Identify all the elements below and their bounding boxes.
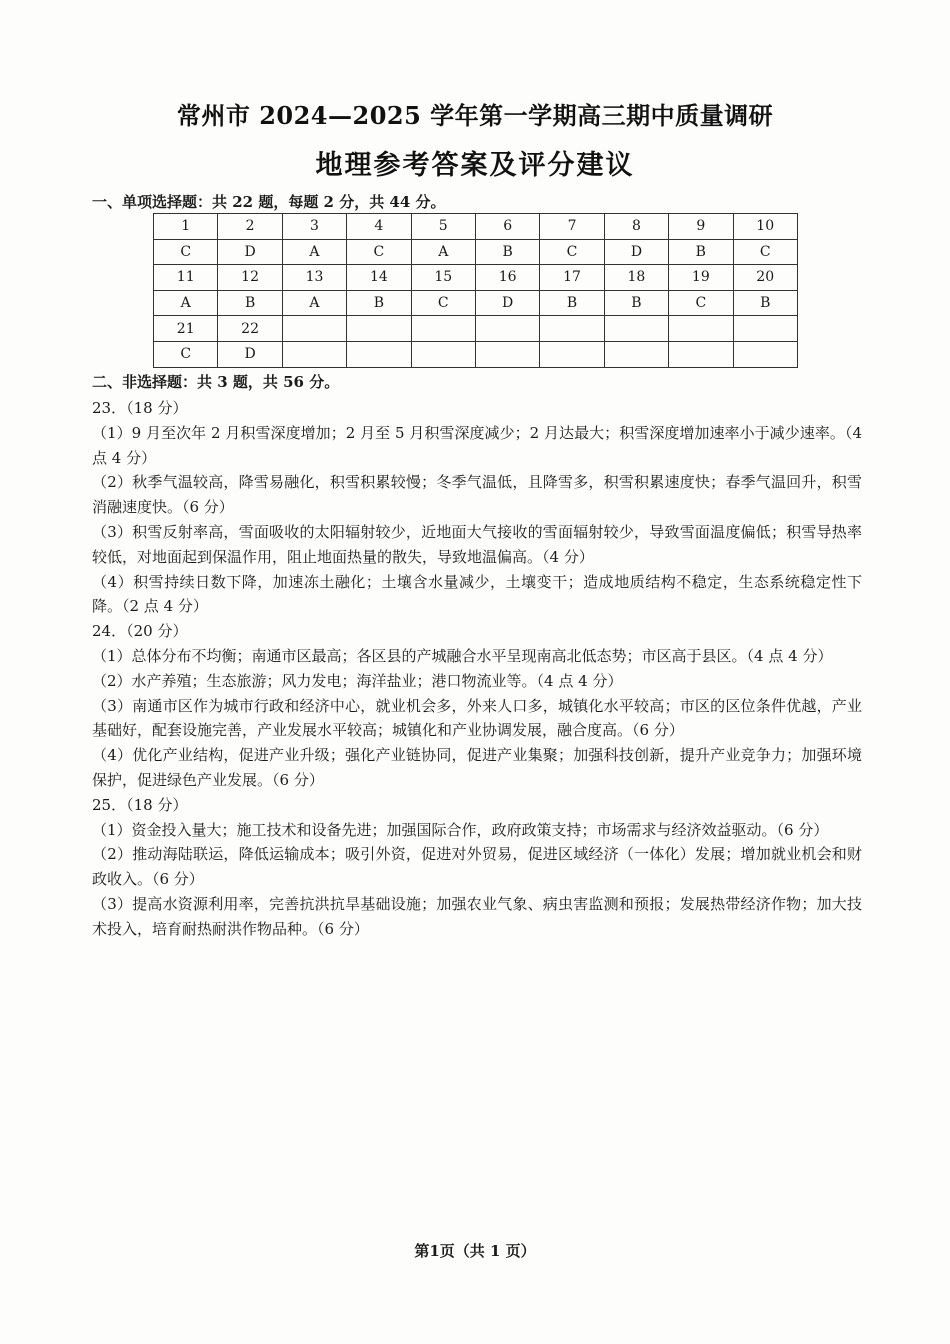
answer-table-cell: D bbox=[218, 239, 282, 265]
answer-table-row bbox=[154, 265, 798, 291]
answer-table-cell: 10 bbox=[733, 214, 797, 240]
answer-line: （3）积雪反射率高，雪面吸收的太阳辐射较少，近地面大气接收的雪面辐射较少，导致雪面温度偏低；积雪导热率较低，对地面起到保温作用，阻止地面热量的散失，导致地温偏高。（4 分） bbox=[92, 522, 862, 566]
answer-table-cell: B bbox=[669, 239, 733, 265]
answer-table-cell: 3 bbox=[282, 214, 346, 240]
answer-table-cell: 5 bbox=[411, 214, 475, 240]
answer-table-cell: A bbox=[282, 239, 346, 265]
answer-table-row bbox=[154, 214, 798, 240]
answer-table-cell: 11 bbox=[154, 265, 218, 291]
answer-table-cell: 1 bbox=[154, 214, 218, 240]
answer-table-cell: 8 bbox=[604, 214, 668, 240]
answer-table-cell: 21 bbox=[154, 316, 218, 342]
answer-table-cell: A bbox=[411, 239, 475, 265]
page-number: 第1页（共 1 页） bbox=[414, 1242, 536, 1260]
answer-table-cell bbox=[540, 341, 604, 367]
answer-table-cell: 16 bbox=[475, 265, 539, 291]
answer-table-cell bbox=[604, 341, 668, 367]
answer-table-row bbox=[154, 316, 798, 342]
section1-heading: 一、单项选择题：共 22 题，每题 2 分，共 44 分。 bbox=[92, 193, 446, 211]
answer-table-cell: C bbox=[347, 239, 411, 265]
answer-line: （2）水产养殖；生态旅游；风力发电；海洋盐业；港口物流业等。（4 点 4 分） bbox=[92, 671, 623, 690]
answer-line: （4）优化产业结构，促进产业升级；强化产业链协同，促进产业集聚；加强科技创新，提升产业竞争力；加强环境保护，促进绿色产业发展。（6 分） bbox=[92, 746, 862, 789]
answer-table-cell: C bbox=[540, 239, 604, 265]
answer-table-cell: 4 bbox=[347, 214, 411, 240]
answer-line: （3）南通市区作为城市行政和经济中心，就业机会多，外来人口多，城镇化水平较高；市区的区位条件优越，产业基础好，配套设施完善，产业发展水平较高；城镇化和产业协调发展，融合度高。（6 分） bbox=[92, 696, 862, 740]
answer-table bbox=[153, 213, 798, 368]
answer-table-cell: C bbox=[154, 341, 218, 367]
answer-table-cell bbox=[475, 316, 539, 342]
answer-table-cell: D bbox=[218, 341, 282, 367]
answer-table-cell: C bbox=[411, 290, 475, 316]
answer-table-cell: B bbox=[347, 290, 411, 316]
document-title: 常州市 2024—2025 学年第一学期高三期中质量调研 bbox=[176, 101, 774, 130]
answer-table-cell bbox=[604, 316, 668, 342]
answer-table-cell bbox=[669, 341, 733, 367]
answer-table-cell: A bbox=[282, 290, 346, 316]
answer-table-cell bbox=[411, 341, 475, 367]
answer-table-cell bbox=[475, 341, 539, 367]
answer-table-row bbox=[154, 341, 798, 367]
answer-table-cell: 22 bbox=[218, 316, 282, 342]
answer-line: （2）推动海陆联运，降低运输成本；吸引外资，促进对外贸易，促进区域经济（一体化）发展；增加就业机会和财政收入。（6 分） bbox=[92, 845, 862, 889]
answer-line: （4）积雪持续日数下降，加速冻土融化；土壤含水量减少，土壤变干；造成地质结构不稳定，生态系统稳定性下降。（2 点 4 分） bbox=[92, 572, 862, 616]
answer-table-cell: 20 bbox=[733, 265, 797, 291]
answer-line: 24．（20 分） bbox=[92, 622, 188, 641]
section2-heading: 二、非选择题：共 3 题，共 56 分。 bbox=[92, 373, 340, 391]
answer-table-cell bbox=[282, 341, 346, 367]
document-subtitle: 地理参考答案及评分建议 bbox=[315, 150, 635, 181]
answer-table-cell bbox=[733, 316, 797, 342]
answer-table-cell: D bbox=[475, 290, 539, 316]
answer-table-cell: 9 bbox=[669, 214, 733, 240]
answer-table-row bbox=[154, 290, 798, 316]
answer-table-row bbox=[154, 239, 798, 265]
answer-table-cell: C bbox=[669, 290, 733, 316]
answer-table-cell: 6 bbox=[475, 214, 539, 240]
answer-line: （1）总体分布不均衡；南通市区最高；各区县的产城融合水平呈现南高北低态势；市区高于县区。（4 点 4 分） bbox=[92, 646, 833, 665]
answer-table-cell: B bbox=[540, 290, 604, 316]
answer-table-cell: B bbox=[475, 239, 539, 265]
answer-table-cell: 18 bbox=[604, 265, 668, 291]
answer-table-cell: 13 bbox=[282, 265, 346, 291]
answer-body bbox=[92, 396, 862, 942]
answer-line: （3）提高水资源利用率，完善抗洪抗旱基础设施；加强农业气象、病虫害监测和预报；发展热带经济作物；加大技术投入，培育耐热耐洪作物品种。（6 分） bbox=[92, 894, 862, 938]
answer-table-cell: D bbox=[604, 239, 668, 265]
answer-table-cell: 12 bbox=[218, 265, 282, 291]
answer-table-cell: A bbox=[154, 290, 218, 316]
answer-table-cell: B bbox=[218, 290, 282, 316]
answer-table-cell: B bbox=[733, 290, 797, 316]
answer-table-cell: 17 bbox=[540, 265, 604, 291]
answer-table-cell bbox=[282, 316, 346, 342]
answer-line: 25．（18 分） bbox=[92, 795, 188, 814]
answer-line: （1）资金投入量大；施工技术和设备先进；加强国际合作，政府政策支持；市场需求与经济效益驱动。（6 分） bbox=[92, 820, 829, 839]
answer-table-cell bbox=[669, 316, 733, 342]
answer-table-cell bbox=[347, 341, 411, 367]
answer-table-cell bbox=[347, 316, 411, 342]
answer-table-cell bbox=[411, 316, 475, 342]
answer-table-cell: 2 bbox=[218, 214, 282, 240]
answer-table-cell: 19 bbox=[669, 265, 733, 291]
answer-table-cell bbox=[733, 341, 797, 367]
answer-table-cell: C bbox=[733, 239, 797, 265]
answer-line: （2）秋季气温较高，降雪易融化，积雪积累较慢；冬季气温低，且降雪多，积雪积累速度快；春季气温回升，积雪消融速度快。（6 分） bbox=[92, 473, 862, 517]
answer-table-cell: C bbox=[154, 239, 218, 265]
answer-table-cell: 7 bbox=[540, 214, 604, 240]
answer-line: 23．（18 分） bbox=[92, 399, 188, 417]
answer-table-cell: 14 bbox=[347, 265, 411, 291]
answer-table-cell bbox=[540, 316, 604, 342]
answer-table-cell: 15 bbox=[411, 265, 475, 291]
answer-line: （1）9 月至次年 2 月积雪深度增加；2 月至 5 月积雪深度减少；2 月达最大；积雪深度增加速率小于减少速率。（4 点 4 分） bbox=[92, 423, 862, 467]
answer-table-cell: B bbox=[604, 290, 668, 316]
